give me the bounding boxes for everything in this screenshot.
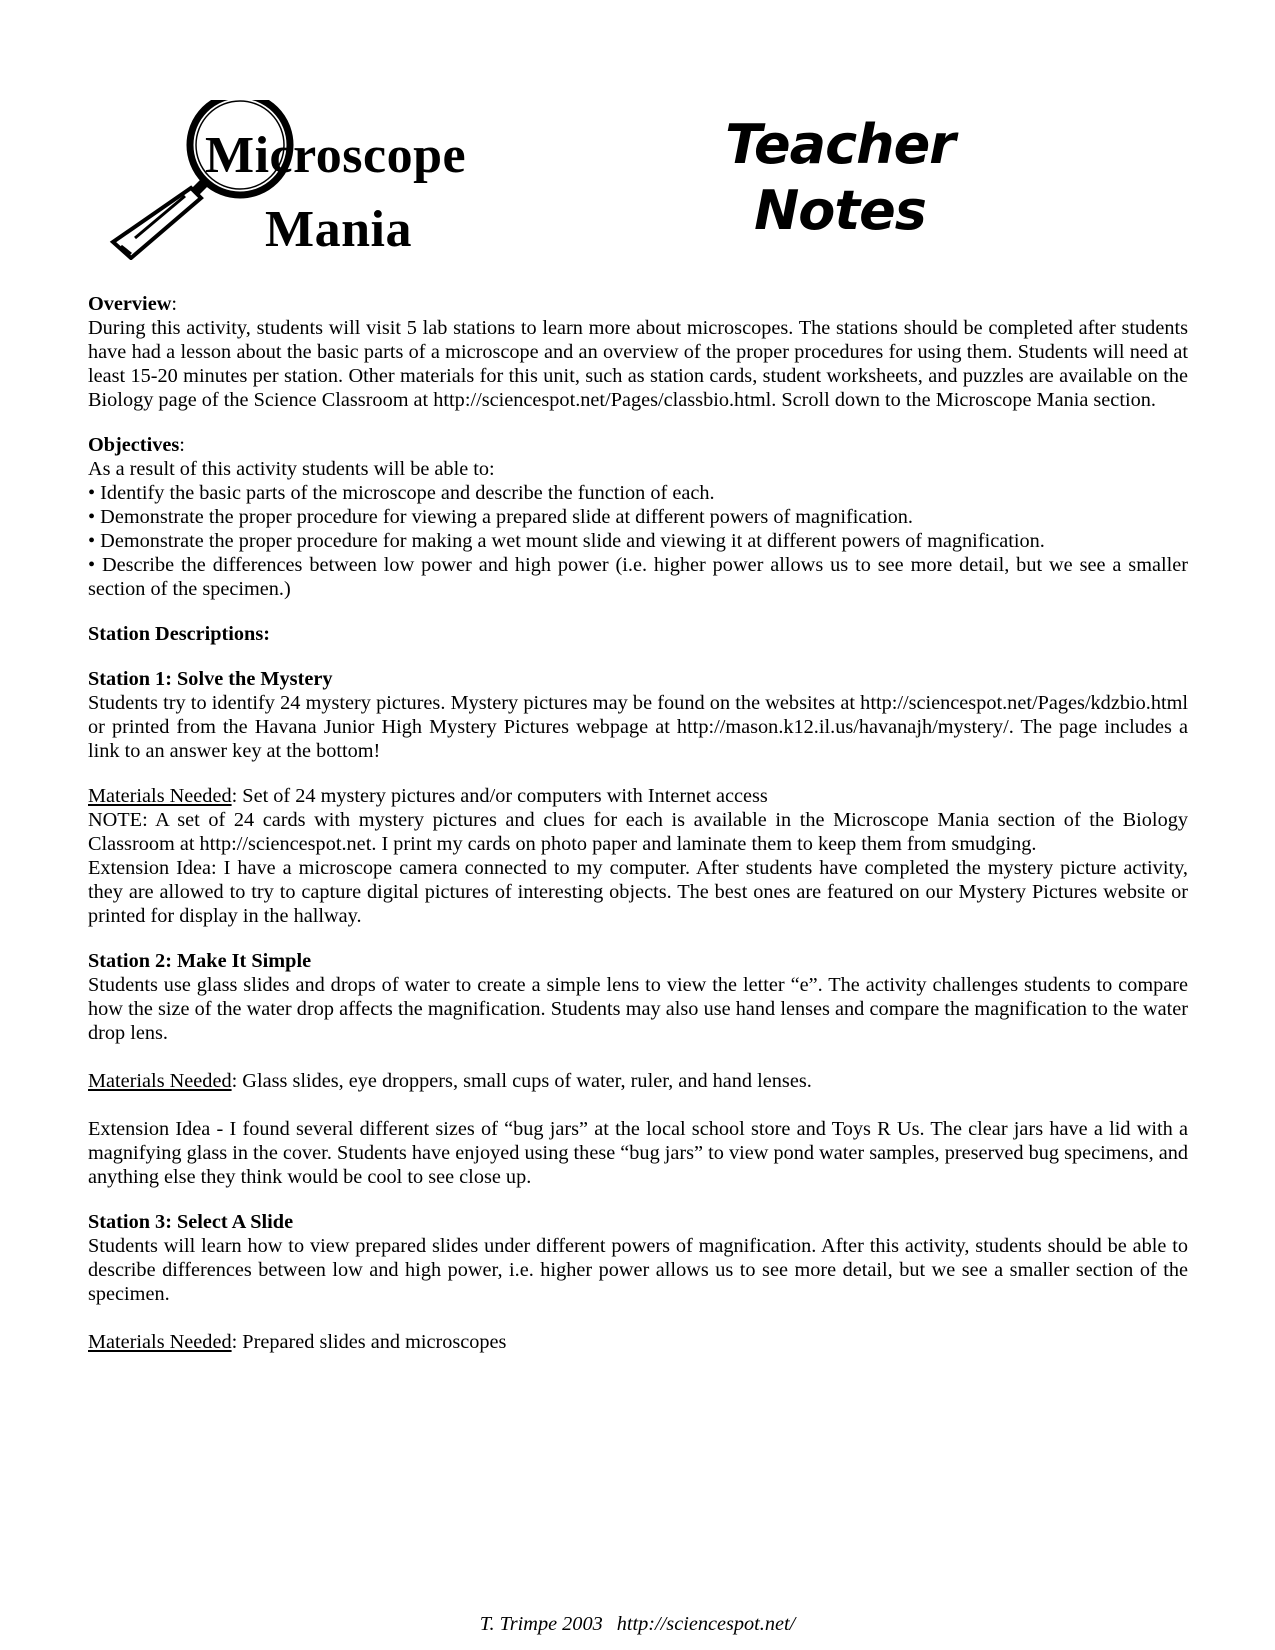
station-descriptions-heading: Station Descriptions: (88, 623, 270, 645)
materials-text: : Prepared slides and microscopes (231, 1331, 507, 1353)
materials-text: : Glass slides, eye droppers, small cups of water, ruler, and hand lenses. (231, 1070, 812, 1092)
station1-note: NOTE: A set of 24 cards with mystery pictures and clues for each is available in the Microscope Mania section of the Biology Classroom at http://sciencespot.net. I print my cards on photo paper and laminate them to keep them from smudging. (88, 809, 1188, 855)
station1-extension: Extension Idea: I have a microscope camera connected to my computer. After students have completed the mystery picture activity, they are allowed to try to capture digital pictures of interesting objects. The best ones are featured on our Mystery Pictures website or printed for display in the hallway. (88, 857, 1188, 927)
title-line1: Teacher (725, 113, 955, 176)
station3-text: Students will learn how to view prepared slides under different powers of magnification. After this activity, students should be able to describe differences between low and high power, i.e. higher power allows us to see more detail, but we see a smaller section of the specimen. (88, 1235, 1188, 1305)
logo-text-line2: Mania (265, 201, 412, 258)
footer-author: T. Trimpe 2003 (479, 1613, 603, 1635)
overview-heading-text: Overview (88, 293, 172, 315)
page-footer (0, 1613, 1275, 1636)
objectives-heading-colon: : (179, 434, 185, 456)
objectives-heading-text: Objectives (88, 434, 180, 456)
overview-text: During this activity, students will visit 5 lab stations to learn more about microscopes. The stations should be completed after students have had a lesson about the basic parts of a microscope and an overview of the proper procedures for using them. Students will need at least 15-20 minutes per station. Other materials for this unit, such as station cards, student worksheets, and puzzles are available on the Biology page of the Science Classroom at http://sciencespot.net/Pages/classbio.html. Scroll down to the Microscope Mania section. (88, 317, 1188, 411)
objectives-intro: As a result of this activity students will be able to: (88, 458, 495, 480)
station2-extension: Extension Idea - I found several different sizes of “bug jars” at the local school store and Toys R Us. The clear jars have a lid with a magnifying glass in the cover. Students have enjoyed using these “bug jars” to view pond water samples, preserved bug specimens, and anything else they think would be cool to see close up. (88, 1118, 1188, 1188)
objective-item: • Demonstrate the proper procedure for making a wet mount slide and viewing it at different powers of magnification. (88, 530, 1045, 552)
microscope-mania-logo (105, 100, 505, 260)
station1-materials (88, 784, 1188, 808)
document-body (88, 292, 1188, 1354)
materials-label: Materials Needed (88, 785, 232, 807)
logo-text-line1: Microscope (205, 127, 467, 184)
objective-item: • Identify the basic parts of the microscope and describe the function of each. (88, 482, 715, 504)
station1-heading: Station 1: Solve the Mystery (88, 668, 333, 690)
overview-heading (88, 292, 1188, 316)
station1-text: Students try to identify 24 mystery pictures. Mystery pictures may be found on the websites at http://sciencespot.net/Pages/kdzbio.html or printed from the Havana Junior High Mystery Pictures webpage at http://mason.k12.il.us/havanajh/mystery/. The page includes a link to an answer key at the bottom! (88, 692, 1188, 762)
objective-item: • Describe the differences between low power and high power (i.e. higher power allows us to see more detail, but we see a smaller section of the specimen.) (88, 554, 1188, 600)
materials-text: : Set of 24 mystery pictures and/or computers with Internet access (231, 785, 768, 807)
objectives-heading (88, 433, 1188, 457)
page-title (720, 112, 960, 244)
objective-item: • Demonstrate the proper procedure for viewing a prepared slide at different powers of magnification. (88, 506, 913, 528)
materials-label: Materials Needed (88, 1070, 232, 1092)
station2-text: Students use glass slides and drops of water to create a simple lens to view the letter “e”. The activity challenges students to compare how the size of the water drop affects the magnification. Students may also use hand lenses and compare the magnification to the water drop lens. (88, 974, 1188, 1044)
station3-heading: Station 3: Select A Slide (88, 1211, 294, 1233)
station3-materials (88, 1330, 1188, 1354)
station2-materials (88, 1069, 1188, 1093)
title-line2: Notes (754, 179, 926, 242)
footer-url: http://sciencespot.net/ (616, 1613, 796, 1635)
overview-heading-colon: : (171, 293, 177, 315)
station2-heading: Station 2: Make It Simple (88, 950, 312, 972)
materials-label: Materials Needed (88, 1331, 232, 1353)
